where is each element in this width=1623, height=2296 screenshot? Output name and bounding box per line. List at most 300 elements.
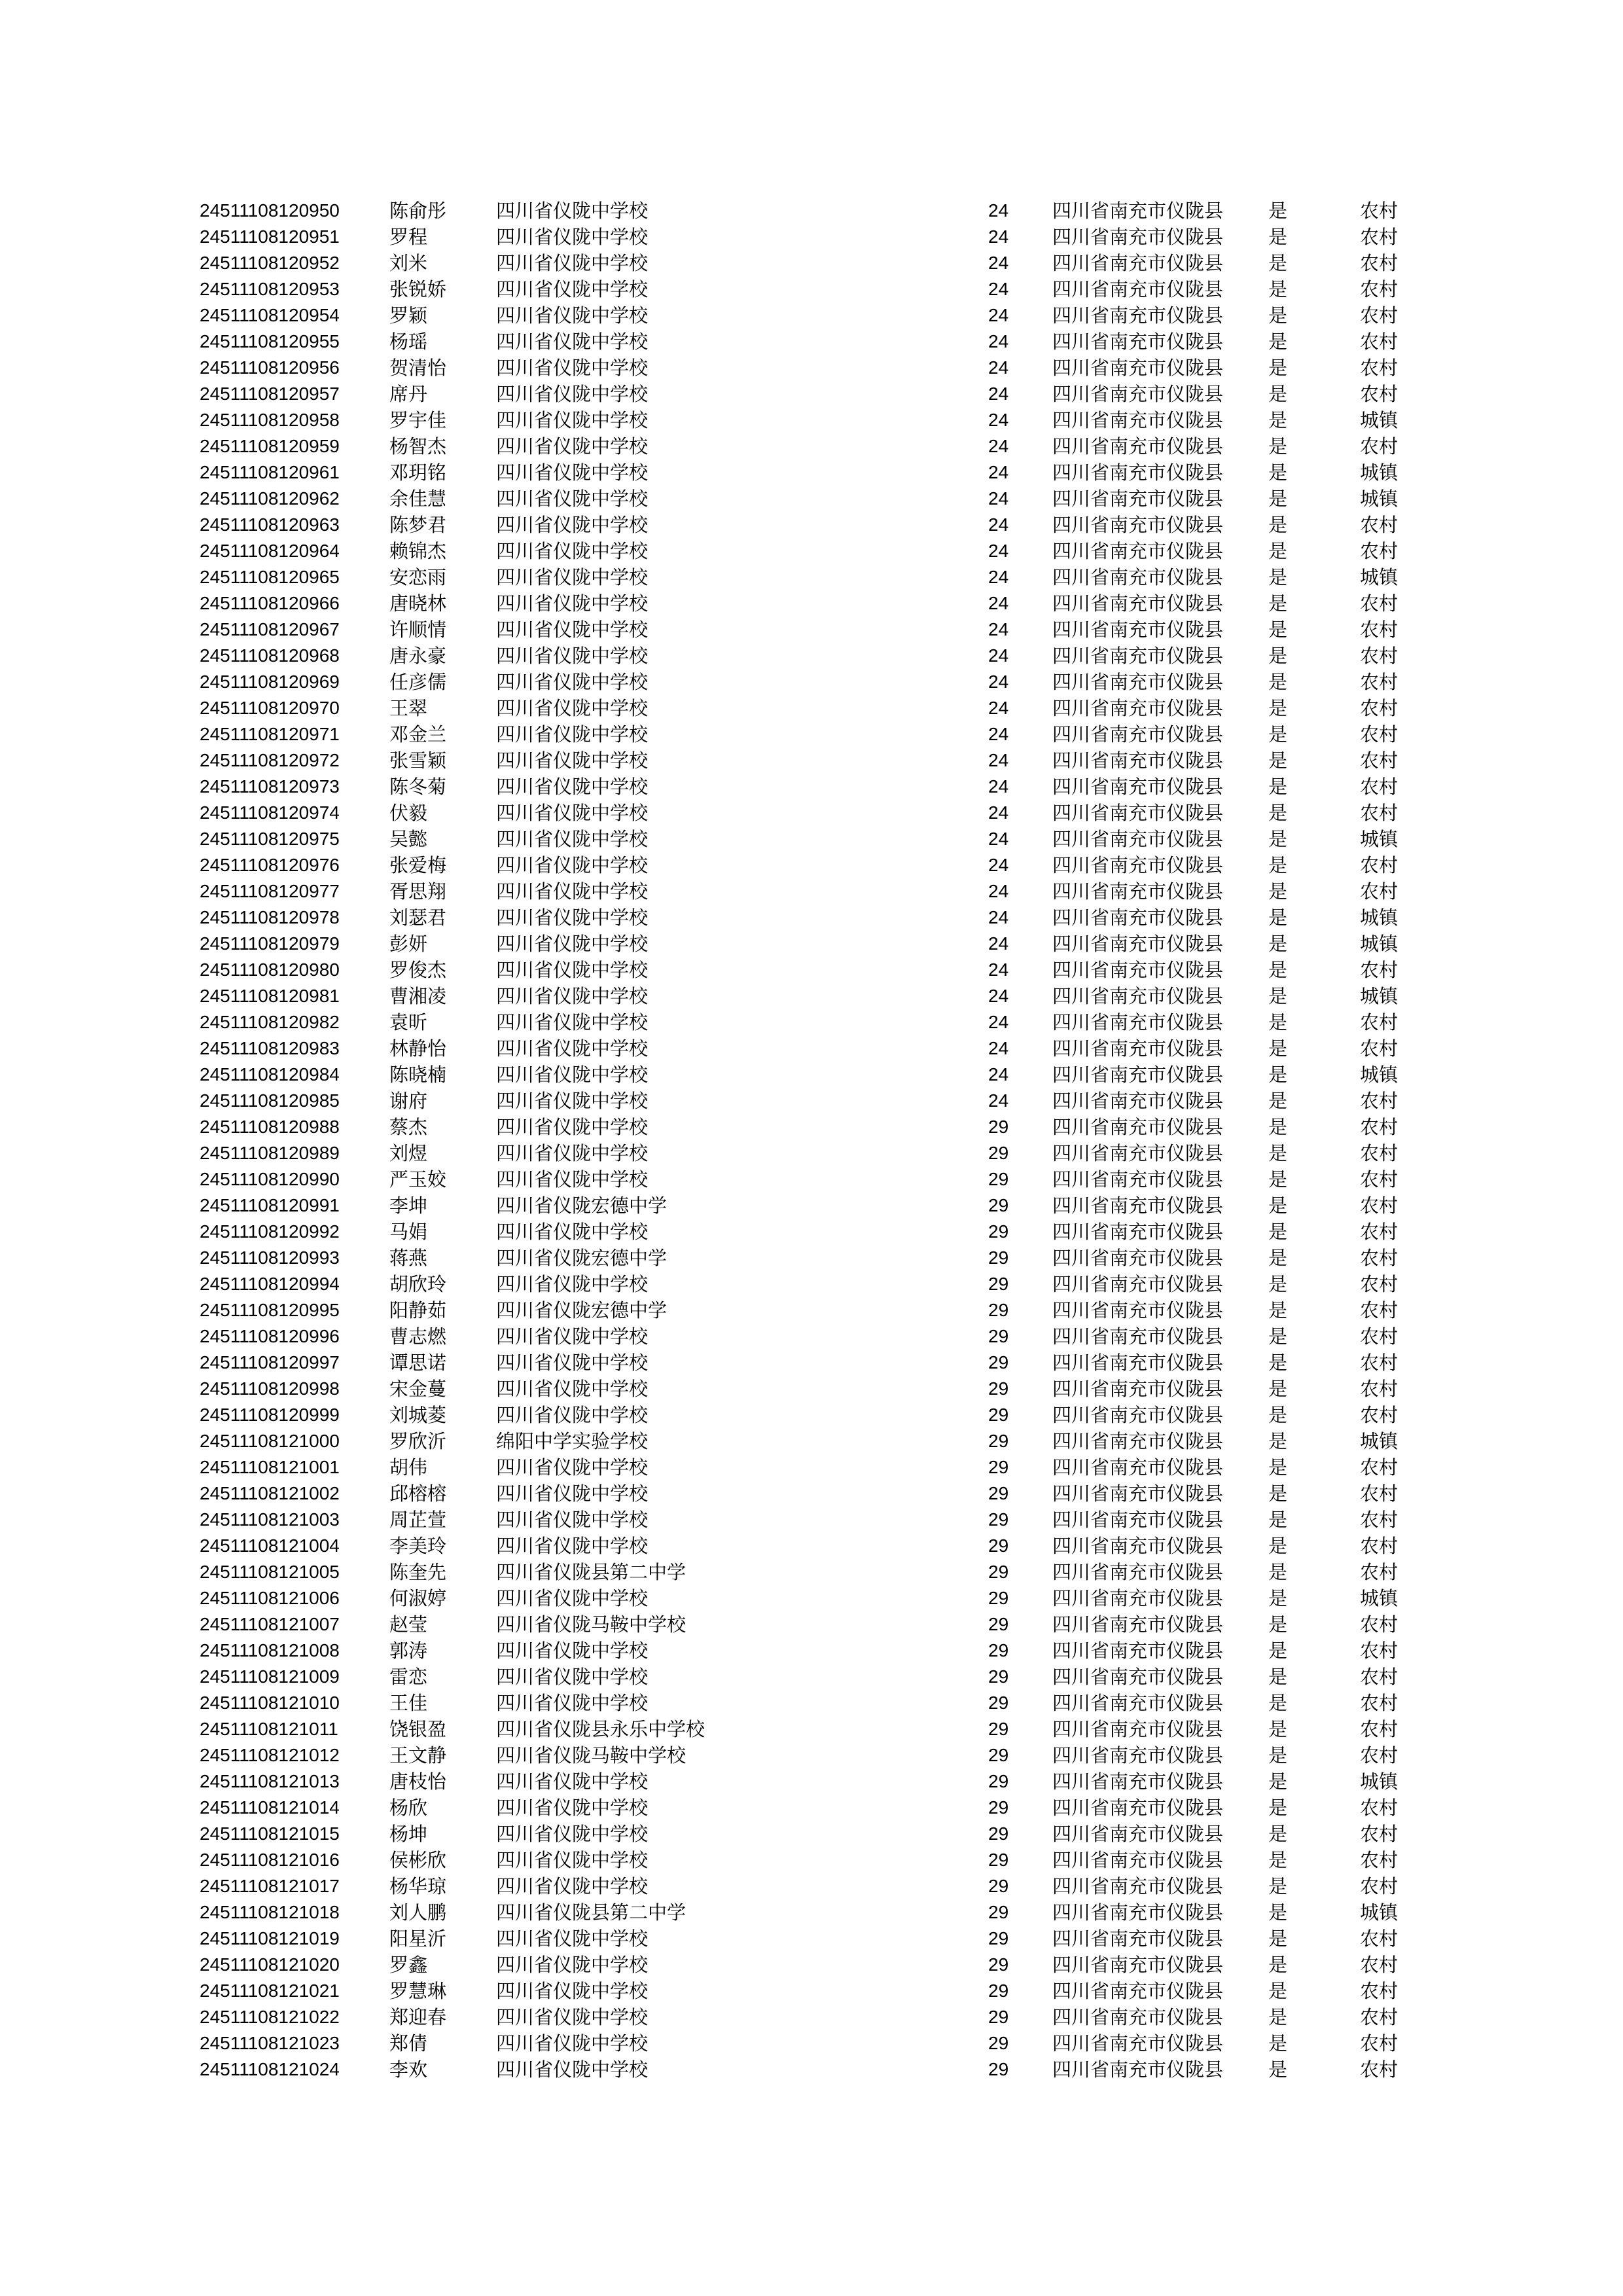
residence-type-cell: 农村	[1360, 1247, 1399, 1269]
candidate-number-cell: 24511108120989	[200, 1143, 340, 1163]
table-row	[200, 957, 1419, 983]
school-cell: 四川省仪陇中学校	[496, 1090, 649, 1112]
score-cell: 29	[988, 1928, 1009, 1948]
score-cell: 24	[988, 1064, 1009, 1085]
score-cell: 29	[988, 2007, 1009, 2027]
score-cell: 29	[988, 1169, 1009, 1189]
eligibility-cell: 是	[1268, 671, 1288, 693]
eligibility-cell: 是	[1268, 749, 1288, 772]
table-row	[200, 1664, 1419, 1690]
candidate-number-cell: 24511108120977	[200, 881, 340, 901]
score-cell: 29	[988, 1640, 1009, 1660]
table-row	[200, 407, 1419, 433]
student-name-cell: 胡伟	[389, 1456, 428, 1479]
score-cell: 24	[988, 541, 1009, 561]
residence-type-cell: 农村	[1360, 252, 1399, 274]
score-cell: 24	[988, 1038, 1009, 1058]
table-row	[200, 1323, 1419, 1350]
score-cell: 29	[988, 1797, 1009, 1818]
table-row	[200, 276, 1419, 302]
candidate-number-cell: 24511108120963	[200, 514, 340, 535]
candidate-number-cell: 24511108120956	[200, 357, 340, 378]
candidate-number-cell: 24511108120985	[200, 1090, 340, 1111]
residence-type-cell: 农村	[1360, 1273, 1399, 1295]
region-cell: 四川省南充市仪陇县	[1052, 1404, 1224, 1426]
table-row	[200, 1507, 1419, 1533]
table-row	[200, 1716, 1419, 1742]
score-cell: 24	[988, 724, 1009, 744]
eligibility-cell: 是	[1268, 200, 1288, 222]
candidate-number-cell: 24511108121015	[200, 1823, 340, 1844]
region-cell: 四川省南充市仪陇县	[1052, 1901, 1224, 1924]
school-cell: 四川省仪陇中学校	[496, 1666, 649, 1688]
candidate-number-cell: 24511108120961	[200, 462, 340, 482]
region-cell: 四川省南充市仪陇县	[1052, 1640, 1224, 1662]
table-row	[200, 1690, 1419, 1716]
score-cell: 24	[988, 1090, 1009, 1111]
residence-type-cell: 城镇	[1360, 906, 1399, 929]
student-name-cell: 袁昕	[389, 1011, 428, 1033]
student-name-cell: 陈冬菊	[389, 776, 447, 798]
student-name-cell: 马娟	[389, 1221, 428, 1243]
school-cell: 四川省仪陇中学校	[496, 461, 649, 484]
residence-type-cell: 农村	[1360, 1692, 1399, 1714]
school-cell: 四川省仪陇中学校	[496, 409, 649, 431]
school-cell: 四川省仪陇中学校	[496, 802, 649, 824]
region-cell: 四川省南充市仪陇县	[1052, 1823, 1224, 1845]
student-name-cell: 谭思诺	[389, 1352, 447, 1374]
region-cell: 四川省南充市仪陇县	[1052, 1692, 1224, 1714]
score-cell: 29	[988, 1300, 1009, 1320]
school-cell: 四川省仪陇中学校	[496, 1587, 649, 1609]
residence-type-cell: 农村	[1360, 1613, 1399, 1636]
school-cell: 四川省仪陇中学校	[496, 200, 649, 222]
candidate-number-cell: 24511108120978	[200, 907, 340, 927]
school-cell: 四川省仪陇中学校	[496, 1037, 649, 1060]
score-cell: 29	[988, 1902, 1009, 1922]
residence-type-cell: 农村	[1360, 1640, 1399, 1662]
candidate-number-cell: 24511108120968	[200, 645, 340, 666]
student-name-cell: 胥思翔	[389, 880, 447, 903]
candidate-number-cell: 24511108121012	[200, 1745, 340, 1765]
residence-type-cell: 农村	[1360, 2006, 1399, 2028]
eligibility-cell: 是	[1268, 1352, 1288, 1374]
candidate-number-cell: 24511108120976	[200, 855, 340, 875]
school-cell: 四川省仪陇中学校	[496, 645, 649, 667]
residence-type-cell: 农村	[1360, 357, 1399, 379]
region-cell: 四川省南充市仪陇县	[1052, 776, 1224, 798]
table-row	[200, 1219, 1419, 1245]
student-name-cell: 贺清怡	[389, 357, 447, 379]
eligibility-cell: 是	[1268, 409, 1288, 431]
region-cell: 四川省南充市仪陇县	[1052, 697, 1224, 719]
score-cell: 29	[988, 1588, 1009, 1608]
student-name-cell: 吴懿	[389, 828, 428, 850]
eligibility-cell: 是	[1268, 1535, 1288, 1557]
eligibility-cell: 是	[1268, 1325, 1288, 1348]
eligibility-cell: 是	[1268, 828, 1288, 850]
score-cell: 24	[988, 907, 1009, 927]
eligibility-cell: 是	[1268, 278, 1288, 300]
candidate-number-cell: 24511108120972	[200, 750, 340, 770]
school-cell: 四川省仪陇中学校	[496, 1221, 649, 1243]
residence-type-cell: 农村	[1360, 1142, 1399, 1164]
residence-type-cell: 农村	[1360, 1744, 1399, 1767]
score-cell: 24	[988, 986, 1009, 1006]
eligibility-cell: 是	[1268, 1692, 1288, 1714]
candidate-number-cell: 24511108120999	[200, 1405, 340, 1425]
school-cell: 四川省仪陇中学校	[496, 592, 649, 615]
region-cell: 四川省南充市仪陇县	[1052, 1352, 1224, 1374]
school-cell: 四川省仪陇中学校	[496, 226, 649, 248]
table-row	[200, 2030, 1419, 2056]
table-row	[200, 1297, 1419, 1323]
candidate-number-cell: 24511108121019	[200, 1928, 340, 1948]
eligibility-cell: 是	[1268, 1980, 1288, 2002]
table-row	[200, 302, 1419, 329]
school-cell: 四川省仪陇中学校	[496, 1928, 649, 1950]
school-cell: 四川省仪陇中学校	[496, 1770, 649, 1793]
score-cell: 29	[988, 1771, 1009, 1791]
residence-type-cell: 城镇	[1360, 985, 1399, 1007]
candidate-number-cell: 24511108121003	[200, 1509, 340, 1530]
student-name-cell: 郑迎春	[389, 2006, 447, 2028]
score-cell: 29	[988, 1274, 1009, 1294]
candidate-number-cell: 24511108120953	[200, 279, 340, 299]
score-cell: 29	[988, 1562, 1009, 1582]
school-cell: 四川省仪陇中学校	[496, 357, 649, 379]
region-cell: 四川省南充市仪陇县	[1052, 1613, 1224, 1636]
student-name-cell: 杨欣	[389, 1797, 428, 1819]
school-cell: 四川省仪陇中学校	[496, 278, 649, 300]
residence-type-cell: 农村	[1360, 959, 1399, 981]
residence-type-cell: 农村	[1360, 435, 1399, 457]
residence-type-cell: 农村	[1360, 1168, 1399, 1191]
candidate-number-cell: 24511108121014	[200, 1797, 340, 1818]
school-cell: 四川省仪陇中学校	[496, 619, 649, 641]
residence-type-cell: 农村	[1360, 1037, 1399, 1060]
student-name-cell: 阳静茹	[389, 1299, 447, 1321]
student-name-cell: 李坤	[389, 1194, 428, 1217]
table-row	[200, 1271, 1419, 1297]
table-row	[200, 1376, 1419, 1402]
region-cell: 四川省南充市仪陇县	[1052, 488, 1224, 510]
region-cell: 四川省南充市仪陇县	[1052, 435, 1224, 457]
score-cell: 29	[988, 1247, 1009, 1268]
score-cell: 24	[988, 514, 1009, 535]
eligibility-cell: 是	[1268, 461, 1288, 484]
region-cell: 四川省南充市仪陇县	[1052, 1797, 1224, 1819]
candidate-number-cell: 24511108120951	[200, 226, 340, 247]
student-name-cell: 林静怡	[389, 1037, 447, 1060]
residence-type-cell: 农村	[1360, 1456, 1399, 1479]
candidate-number-cell: 24511108120992	[200, 1221, 340, 1242]
candidate-number-cell: 24511108120993	[200, 1247, 340, 1268]
student-name-cell: 伏毅	[389, 802, 428, 824]
score-cell: 29	[988, 1876, 1009, 1896]
eligibility-cell: 是	[1268, 1194, 1288, 1217]
residence-type-cell: 农村	[1360, 540, 1399, 562]
school-cell: 四川省仪陇中学校	[496, 1954, 649, 1976]
student-name-cell: 唐枝怡	[389, 1770, 447, 1793]
school-cell: 四川省仪陇中学校	[496, 2006, 649, 2028]
eligibility-cell: 是	[1268, 1797, 1288, 1819]
school-cell: 四川省仪陇中学校	[496, 671, 649, 693]
student-name-cell: 唐永豪	[389, 645, 447, 667]
table-row	[200, 355, 1419, 381]
school-cell: 四川省仪陇中学校	[496, 252, 649, 274]
table-row	[200, 433, 1419, 459]
table-row	[200, 1768, 1419, 1795]
residence-type-cell: 城镇	[1360, 1064, 1399, 1086]
candidate-number-cell: 24511108121017	[200, 1876, 340, 1896]
table-row	[200, 1009, 1419, 1035]
student-name-cell: 罗鑫	[389, 1954, 428, 1976]
table-row	[200, 721, 1419, 747]
region-cell: 四川省南充市仪陇县	[1052, 1509, 1224, 1531]
candidate-number-cell: 24511108121007	[200, 1614, 340, 1634]
score-cell: 29	[988, 1954, 1009, 1975]
student-name-cell: 刘瑟君	[389, 906, 447, 929]
student-name-cell: 陈俞彤	[389, 200, 447, 222]
table-row	[200, 1114, 1419, 1140]
score-cell: 24	[988, 855, 1009, 875]
score-cell: 29	[988, 1405, 1009, 1425]
table-row	[200, 224, 1419, 250]
region-cell: 四川省南充市仪陇县	[1052, 1430, 1224, 1452]
score-cell: 29	[988, 1509, 1009, 1530]
eligibility-cell: 是	[1268, 645, 1288, 667]
region-cell: 四川省南充市仪陇县	[1052, 749, 1224, 772]
residence-type-cell: 农村	[1360, 645, 1399, 667]
score-cell: 29	[988, 1117, 1009, 1137]
region-cell: 四川省南充市仪陇县	[1052, 1482, 1224, 1505]
candidate-number-cell: 24511108120990	[200, 1169, 340, 1189]
eligibility-cell: 是	[1268, 1247, 1288, 1269]
residence-type-cell: 农村	[1360, 854, 1399, 876]
student-name-cell: 杨智杰	[389, 435, 447, 457]
score-cell: 29	[988, 1352, 1009, 1372]
table-row	[200, 512, 1419, 538]
school-cell: 四川省仪陇宏德中学	[496, 1194, 668, 1217]
table-row	[200, 643, 1419, 669]
region-cell: 四川省南充市仪陇县	[1052, 1247, 1224, 1269]
region-cell: 四川省南充市仪陇县	[1052, 200, 1224, 222]
school-cell: 四川省仪陇马鞍中学校	[496, 1613, 687, 1636]
region-cell: 四川省南充市仪陇县	[1052, 1849, 1224, 1871]
residence-type-cell: 农村	[1360, 1482, 1399, 1505]
table-row	[200, 1873, 1419, 1899]
score-cell: 24	[988, 829, 1009, 849]
score-cell: 29	[988, 1326, 1009, 1346]
student-name-cell: 王翠	[389, 697, 428, 719]
residence-type-cell: 农村	[1360, 1849, 1399, 1871]
residence-type-cell: 农村	[1360, 278, 1399, 300]
eligibility-cell: 是	[1268, 1299, 1288, 1321]
student-name-cell: 饶银盈	[389, 1718, 447, 1740]
table-row	[200, 1428, 1419, 1454]
school-cell: 四川省仪陇中学校	[496, 854, 649, 876]
table-row	[200, 695, 1419, 721]
eligibility-cell: 是	[1268, 566, 1288, 588]
school-cell: 四川省仪陇中学校	[496, 331, 649, 353]
residence-type-cell: 农村	[1360, 619, 1399, 641]
score-cell: 24	[988, 881, 1009, 901]
student-name-cell: 谢府	[389, 1090, 428, 1112]
student-name-cell: 任彦儒	[389, 671, 447, 693]
score-cell: 24	[988, 331, 1009, 351]
candidate-number-cell: 24511108120966	[200, 593, 340, 613]
school-cell: 四川省仪陇中学校	[496, 1142, 649, 1164]
region-cell: 四川省南充市仪陇县	[1052, 1273, 1224, 1295]
candidate-number-cell: 24511108120974	[200, 802, 340, 823]
eligibility-cell: 是	[1268, 1168, 1288, 1191]
score-cell: 29	[988, 2033, 1009, 2053]
residence-type-cell: 农村	[1360, 1299, 1399, 1321]
student-name-cell: 曹湘凌	[389, 985, 447, 1007]
student-name-cell: 胡欣玲	[389, 1273, 447, 1295]
table-row	[200, 905, 1419, 931]
table-row	[200, 1350, 1419, 1376]
school-cell: 四川省仪陇中学校	[496, 2032, 649, 2054]
region-cell: 四川省南充市仪陇县	[1052, 2006, 1224, 2028]
score-cell: 29	[988, 1221, 1009, 1242]
student-name-cell: 李美玲	[389, 1535, 447, 1557]
table-row	[200, 1978, 1419, 2004]
eligibility-cell: 是	[1268, 1482, 1288, 1505]
residence-type-cell: 农村	[1360, 1666, 1399, 1688]
region-cell: 四川省南充市仪陇县	[1052, 592, 1224, 615]
table-row	[200, 486, 1419, 512]
region-cell: 四川省南充市仪陇县	[1052, 880, 1224, 903]
residence-type-cell: 农村	[1360, 331, 1399, 353]
school-cell: 四川省仪陇中学校	[496, 880, 649, 903]
school-cell: 四川省仪陇中学校	[496, 985, 649, 1007]
region-cell: 四川省南充市仪陇县	[1052, 1561, 1224, 1583]
score-cell: 24	[988, 750, 1009, 770]
table-row	[200, 2056, 1419, 2083]
student-name-cell: 雷恋	[389, 1666, 428, 1688]
eligibility-cell: 是	[1268, 906, 1288, 929]
school-cell: 四川省仪陇宏德中学	[496, 1247, 668, 1269]
residence-type-cell: 农村	[1360, 1509, 1399, 1531]
table-row	[200, 826, 1419, 852]
school-cell: 四川省仪陇中学校	[496, 776, 649, 798]
table-row	[200, 1062, 1419, 1088]
residence-type-cell: 农村	[1360, 1325, 1399, 1348]
region-cell: 四川省南充市仪陇县	[1052, 933, 1224, 955]
candidate-number-cell: 24511108121011	[200, 1719, 338, 1739]
table-row	[200, 1559, 1419, 1585]
eligibility-cell: 是	[1268, 488, 1288, 510]
table-row	[200, 538, 1419, 564]
eligibility-cell: 是	[1268, 1509, 1288, 1531]
eligibility-cell: 是	[1268, 1640, 1288, 1662]
score-cell: 24	[988, 960, 1009, 980]
candidate-number-cell: 24511108120988	[200, 1117, 340, 1137]
eligibility-cell: 是	[1268, 357, 1288, 379]
eligibility-cell: 是	[1268, 1430, 1288, 1452]
region-cell: 四川省南充市仪陇县	[1052, 1770, 1224, 1793]
student-name-cell: 严玉姣	[389, 1168, 447, 1191]
school-cell: 四川省仪陇中学校	[496, 435, 649, 457]
eligibility-cell: 是	[1268, 1456, 1288, 1479]
student-name-cell: 余佳慧	[389, 488, 447, 510]
table-row	[200, 1480, 1419, 1507]
residence-type-cell: 城镇	[1360, 488, 1399, 510]
score-cell: 29	[988, 1693, 1009, 1713]
candidate-number-cell: 24511108121022	[200, 2007, 340, 2027]
region-cell: 四川省南充市仪陇县	[1052, 252, 1224, 274]
candidate-number-cell: 24511108120970	[200, 698, 340, 718]
table-row	[200, 1926, 1419, 1952]
candidate-number-cell: 24511108120995	[200, 1300, 340, 1320]
school-cell: 四川省仪陇马鞍中学校	[496, 1744, 687, 1767]
residence-type-cell: 农村	[1360, 1378, 1399, 1400]
score-cell: 24	[988, 802, 1009, 823]
school-cell: 四川省仪陇中学校	[496, 540, 649, 562]
table-row	[200, 1795, 1419, 1821]
student-name-cell: 王佳	[389, 1692, 428, 1714]
region-cell: 四川省南充市仪陇县	[1052, 1378, 1224, 1400]
region-cell: 四川省南充市仪陇县	[1052, 1666, 1224, 1688]
eligibility-cell: 是	[1268, 933, 1288, 955]
eligibility-cell: 是	[1268, 1116, 1288, 1138]
student-name-cell: 刘人鹏	[389, 1901, 447, 1924]
school-cell: 四川省仪陇中学校	[496, 749, 649, 772]
residence-type-cell: 农村	[1360, 1090, 1399, 1112]
residence-type-cell: 农村	[1360, 1221, 1399, 1243]
school-cell: 四川省仪陇中学校	[496, 1404, 649, 1426]
eligibility-cell: 是	[1268, 2006, 1288, 2028]
student-name-cell: 罗慧琳	[389, 1980, 447, 2002]
eligibility-cell: 是	[1268, 435, 1288, 457]
table-row	[200, 983, 1419, 1009]
candidate-number-cell: 24511108120964	[200, 541, 340, 561]
table-row	[200, 669, 1419, 695]
table-row	[200, 774, 1419, 800]
residence-type-cell: 城镇	[1360, 1901, 1399, 1924]
score-cell: 29	[988, 1143, 1009, 1163]
candidate-number-cell: 24511108120996	[200, 1326, 340, 1346]
score-cell: 24	[988, 619, 1009, 639]
candidate-number-cell: 24511108121008	[200, 1640, 340, 1660]
school-cell: 四川省仪陇中学校	[496, 2058, 649, 2081]
candidate-number-cell: 24511108121002	[200, 1483, 340, 1503]
student-name-cell: 杨坤	[389, 1823, 428, 1845]
school-cell: 四川省仪陇中学校	[496, 514, 649, 536]
student-name-cell: 刘米	[389, 252, 428, 274]
eligibility-cell: 是	[1268, 1587, 1288, 1609]
candidate-number-cell: 24511108121004	[200, 1535, 340, 1556]
score-cell: 29	[988, 1378, 1009, 1399]
region-cell: 四川省南充市仪陇县	[1052, 959, 1224, 981]
candidate-number-cell: 24511108120969	[200, 672, 340, 692]
eligibility-cell: 是	[1268, 854, 1288, 876]
eligibility-cell: 是	[1268, 252, 1288, 274]
candidate-number-cell: 24511108120984	[200, 1064, 340, 1085]
eligibility-cell: 是	[1268, 1875, 1288, 1897]
residence-type-cell: 城镇	[1360, 409, 1399, 431]
table-row	[200, 1638, 1419, 1664]
region-cell: 四川省南充市仪陇县	[1052, 828, 1224, 850]
school-cell: 四川省仪陇中学校	[496, 1456, 649, 1479]
candidate-number-cell: 24511108121013	[200, 1771, 340, 1791]
student-name-cell: 侯彬欣	[389, 1849, 447, 1871]
student-name-cell: 王文静	[389, 1744, 447, 1767]
eligibility-cell: 是	[1268, 331, 1288, 353]
table-row	[200, 1193, 1419, 1219]
